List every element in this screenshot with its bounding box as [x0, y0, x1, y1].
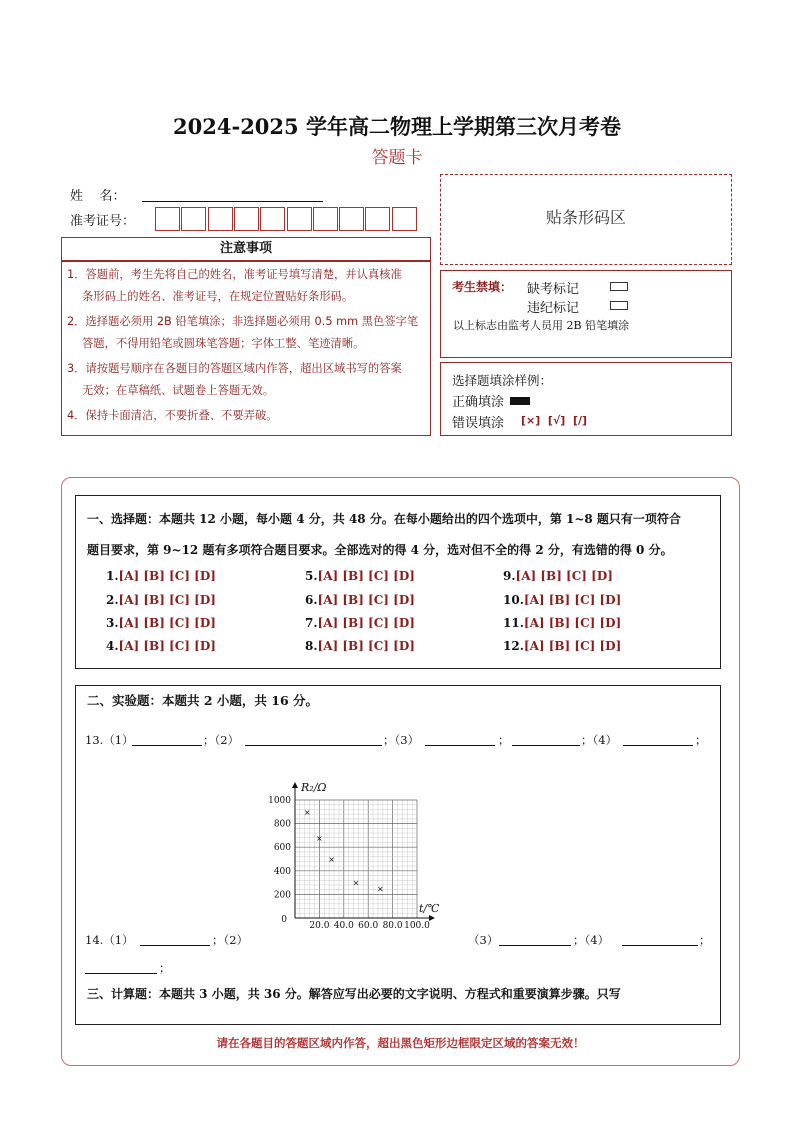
footer-warning: 请在各题目的答题区域内作答，超出黑色矩形边框限定区域的答案无效！ [216, 1036, 585, 1050]
notice-title: 注意事项 [61, 237, 431, 261]
choice-number: 11. [503, 616, 524, 630]
q13-answer-3b[interactable] [512, 745, 580, 746]
choice-options[interactable]: [A] [B] [C] [D] [118, 639, 216, 653]
data-point: × [303, 807, 311, 817]
choice-number: 10. [503, 593, 524, 607]
x-tick-label: 100.0 [404, 921, 430, 931]
choice-item[interactable] [503, 569, 613, 583]
choice-number: 8. [305, 639, 318, 653]
choice-number: 4. [106, 639, 119, 653]
exam-id-digit-box[interactable] [365, 207, 390, 231]
q14-answer-1[interactable] [140, 945, 210, 946]
choice-number: 6. [305, 593, 318, 607]
notice-body [61, 261, 431, 436]
sample-wrong-label: 错误填涂 [452, 416, 505, 431]
choice-options[interactable]: [A] [B] [C] [D] [118, 569, 216, 583]
x-tick-label: 60.0 [358, 921, 379, 931]
q13-part4-label: ；（4） [581, 733, 618, 747]
choice-options[interactable]: [A] [B] [C] [D] [118, 616, 216, 630]
y-axis-arrow [292, 782, 298, 788]
notice-line: 2．选择题必须用 2B 铅笔填涂；非选择题必须用 0.5 mm 黑色签字笔 [67, 315, 419, 328]
x-axis-label: t/℃ [419, 902, 439, 915]
choice-item[interactable] [106, 616, 216, 630]
exam-id-digit-box[interactable] [392, 207, 417, 231]
x-tick-label: 40.0 [333, 921, 354, 931]
choice-item[interactable] [503, 616, 621, 630]
notice-line: 无效；在草稿纸、试题卷上答题无效。 [82, 384, 275, 397]
choice-item[interactable] [305, 616, 415, 630]
exam-id-digit-box[interactable] [260, 207, 285, 231]
name-label: 姓 名： [70, 189, 126, 204]
sample-box [440, 362, 732, 436]
choice-item[interactable] [106, 569, 216, 583]
q14-answer-4[interactable] [622, 945, 698, 946]
choice-number: 12. [503, 639, 524, 653]
choice-item[interactable] [305, 593, 415, 607]
q14-last: ； [159, 961, 171, 975]
y-tick-label: 400 [273, 866, 291, 877]
q14-part4-label: ；（4） [573, 933, 610, 947]
q13-answer-1[interactable] [132, 745, 202, 746]
choice-options[interactable]: [A] [B] [C] [D] [523, 593, 622, 607]
y-tick-label: 1000 [268, 796, 291, 806]
q13-separator: ； [498, 733, 510, 747]
choice-item[interactable] [305, 569, 415, 583]
x-axis-arrow [429, 915, 435, 921]
x-tick-label: 20.0 [309, 921, 330, 931]
filled-sample-mark [510, 397, 530, 405]
choice-item[interactable] [305, 639, 415, 653]
q13-part2-label: ；（2） [203, 733, 240, 747]
choice-number: 1. [106, 569, 119, 583]
q14-part3-label: （3） [468, 933, 499, 947]
forbidden-note: 以上标志由监考人员用 2B 铅笔填涂 [453, 319, 630, 332]
r2-temperature-chart [259, 776, 439, 936]
barcode-area[interactable]: 贴条形码区 [440, 174, 732, 265]
sample-title: 选择题填涂样例： [452, 373, 553, 388]
notice-line: 答题，不得用铅笔或圆珠笔答题；字体工整、笔迹清晰。 [82, 337, 365, 350]
page-title: 2024-2025 学年高二物理上学期第三次月考卷 [173, 114, 621, 139]
name-field[interactable] [142, 201, 323, 202]
y-tick-label: 800 [273, 819, 291, 830]
q13-part3-label: ；（3） [383, 733, 420, 747]
notice-line: 条形码上的姓名、准考证号，在规定位置贴好条形码。 [82, 290, 354, 303]
exam-id-digit-box[interactable] [287, 207, 312, 231]
exam-id-label: 准考证号： [70, 214, 136, 229]
q14-end: ； [699, 933, 711, 947]
q14-label: 14.（1） [85, 933, 134, 947]
violation-mark-label: 违纪标记 [527, 301, 580, 316]
choice-item[interactable] [106, 593, 216, 607]
q14-answer-2[interactable] [85, 973, 157, 974]
choice-options[interactable]: [A] [B] [C] [D] [515, 569, 613, 583]
section-experiment [75, 685, 721, 1025]
exam-id-digit-box[interactable] [181, 207, 206, 231]
choice-item[interactable] [503, 639, 621, 653]
q13-end: ； [695, 733, 707, 747]
choice-options[interactable]: [A] [B] [C] [D] [317, 616, 415, 630]
q13-answer-3a[interactable] [425, 745, 495, 746]
y-axis-label: R₂/Ω [301, 781, 327, 794]
section-choice-line2: 题目要求，第 9~12 题有多项符合题目要求。全部选对的得 4 分，选对但不全的得 2 分，有选错的得 0 分。 [87, 543, 673, 557]
data-point: × [352, 878, 360, 888]
absent-mark-label: 缺考标记 [527, 282, 580, 297]
section-experiment-title: 二、实验题：本题共 2 小题，共 16 分。 [87, 693, 319, 708]
notice-line: 4．保持卡面清洁，不要折叠、不要弄破。 [67, 409, 278, 422]
data-point: × [377, 884, 384, 894]
choice-options[interactable]: [A] [B] [C] [D] [317, 639, 415, 653]
forbidden-label: 考生禁填： [452, 280, 513, 294]
exam-id-digit-box[interactable] [313, 207, 338, 231]
choice-number: 7. [305, 616, 318, 630]
choice-number: 2. [106, 593, 119, 607]
exam-id-digit-box[interactable] [234, 207, 259, 231]
forbidden-box [440, 270, 732, 358]
y-tick-label: 200 [273, 890, 291, 901]
absent-mark-box[interactable] [610, 282, 628, 291]
section-choice-line1: 一、选择题：本题共 12 小题，每小题 4 分，共 48 分。在每小题给出的四个选项中，第 1~8 题只有一项符合 [87, 512, 681, 526]
choice-number: 3. [106, 616, 119, 630]
exam-id-digit-box[interactable] [339, 207, 364, 231]
q14-part2-label: ；（2） [212, 933, 249, 947]
choice-options[interactable]: [A] [B] [C] [D] [523, 639, 622, 653]
section-calc-title: 三、计算题：本题共 3 小题，共 36 分。解答应写出必要的文字说明、方程式和重要演算步骤。只写 [87, 987, 621, 1001]
q13-answer-4[interactable] [623, 745, 693, 746]
choice-number: 5. [305, 569, 318, 583]
choice-options[interactable]: [A] [B] [C] [D] [317, 569, 415, 583]
x-tick-label: 80.0 [382, 921, 403, 931]
section-choice [75, 495, 721, 669]
data-point: × [316, 833, 323, 843]
origin-label: 0 [281, 915, 287, 925]
q13-answer-2[interactable] [245, 745, 382, 746]
choice-item[interactable] [503, 593, 621, 607]
choice-options[interactable]: [A] [B] [C] [D] [317, 593, 415, 607]
choice-item[interactable] [106, 639, 216, 653]
y-tick-label: 600 [273, 843, 291, 854]
page-subtitle: 答题卡 [371, 148, 423, 168]
notice-line: 1．答题前，考生先将自己的姓名，准考证号填写清楚，并认真核准 [67, 268, 402, 281]
choice-options[interactable]: [A] [B] [C] [D] [523, 616, 622, 630]
violation-mark-box[interactable] [610, 301, 628, 310]
exam-id-digit-box[interactable] [155, 207, 180, 231]
choice-options[interactable]: [A] [B] [C] [D] [118, 593, 216, 607]
sample-wrong-marks: [×] [√] [/] [521, 414, 588, 427]
sample-correct-label: 正确填涂 [452, 395, 505, 410]
q14-answer-3[interactable] [499, 945, 571, 946]
notice-line: 3．请按题号顺序在各题目的答题区域内作答，超出区域书写的答案 [67, 362, 402, 375]
exam-id-digit-box[interactable] [208, 207, 233, 231]
choice-number: 9. [503, 569, 516, 583]
data-point: × [328, 855, 335, 864]
q13-label: 13.（1） [85, 733, 134, 747]
